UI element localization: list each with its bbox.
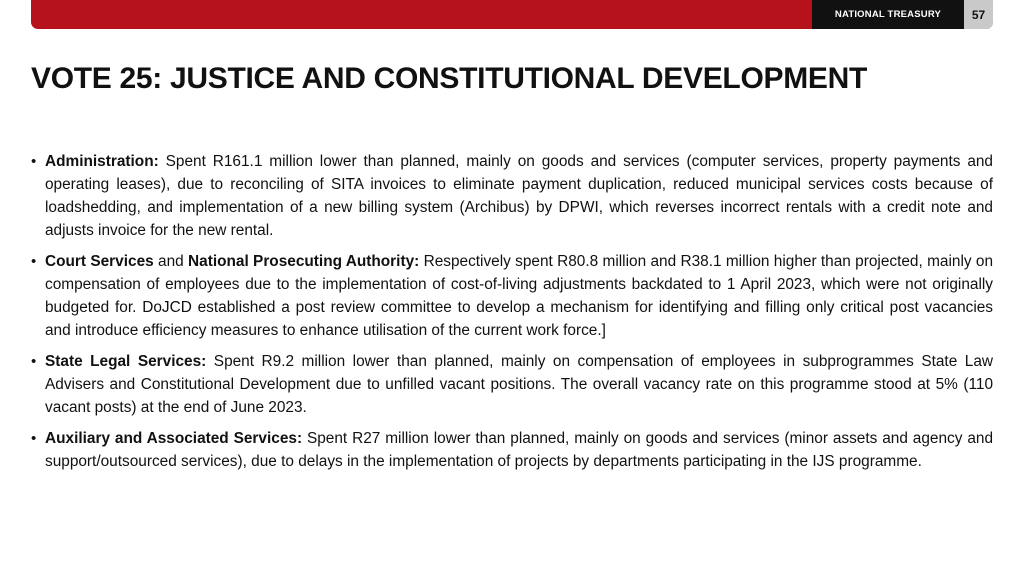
- bullet-text: Spent R9.2 million lower than planned, mainly on compensation of employees in subprogrammes State Law Advisers and Constitutional Development due to unfilled vacant positions. The overall vacancy rate on this programme stood at 5% (110 vacant posts) at the end of June 2023.: [45, 353, 993, 416]
- bullet-label: State Legal Services:: [45, 353, 207, 370]
- brand-label: NATIONAL TREASURY: [812, 0, 964, 29]
- slide-title: VOTE 25: JUSTICE AND CONSTITUTIONAL DEVELOPMENT: [31, 62, 867, 95]
- bullet-label-secondary: National Prosecuting Authority:: [188, 253, 420, 270]
- page-number: 57: [964, 0, 993, 29]
- bullet-administration: [31, 150, 993, 242]
- bullet-state-legal-services: [31, 350, 993, 419]
- bullet-court-services: [31, 250, 993, 342]
- bullet-text: Spent R27 million lower than planned, mainly on goods and services (minor assets and agency and support/outsourced services), due to delays in the implementation of projects by departments participating in the IJS programme.: [45, 430, 994, 470]
- bullet-label: Auxiliary and Associated Services:: [45, 430, 303, 447]
- header-bar: [31, 0, 993, 29]
- bullet-auxiliary-services: [31, 427, 993, 473]
- bullet-connector: and: [153, 253, 189, 270]
- bullet-label: Court Services: [45, 253, 154, 270]
- bullet-list: [31, 150, 993, 481]
- bullet-text: Respectively spent R80.8 million and R38.1 million higher than projected, mainly on compensation of employees due to the implementation of cost-of-living adjustments backdated to 1 April 2023, which were not originally budgeted for. DoJCD established a post review committee to develop a mechanism for identifying and filling only critical post vacancies and introduce efficiency measures to enhance utilisation of the current work force.]: [45, 253, 993, 339]
- bullet-text: Spent R161.1 million lower than planned, mainly on goods and services (computer services, property payments and operating leases), due to reconciling of SITA invoices to eliminate payment duplication, reduced municipal services costs because of loadshedding, and implementation of a new billing system (Archibus) by DPWI, which reverses incorrect rentals with a credit note and adjusts invoice for the new rental.: [45, 153, 993, 239]
- bullet-label: Administration:: [45, 153, 159, 170]
